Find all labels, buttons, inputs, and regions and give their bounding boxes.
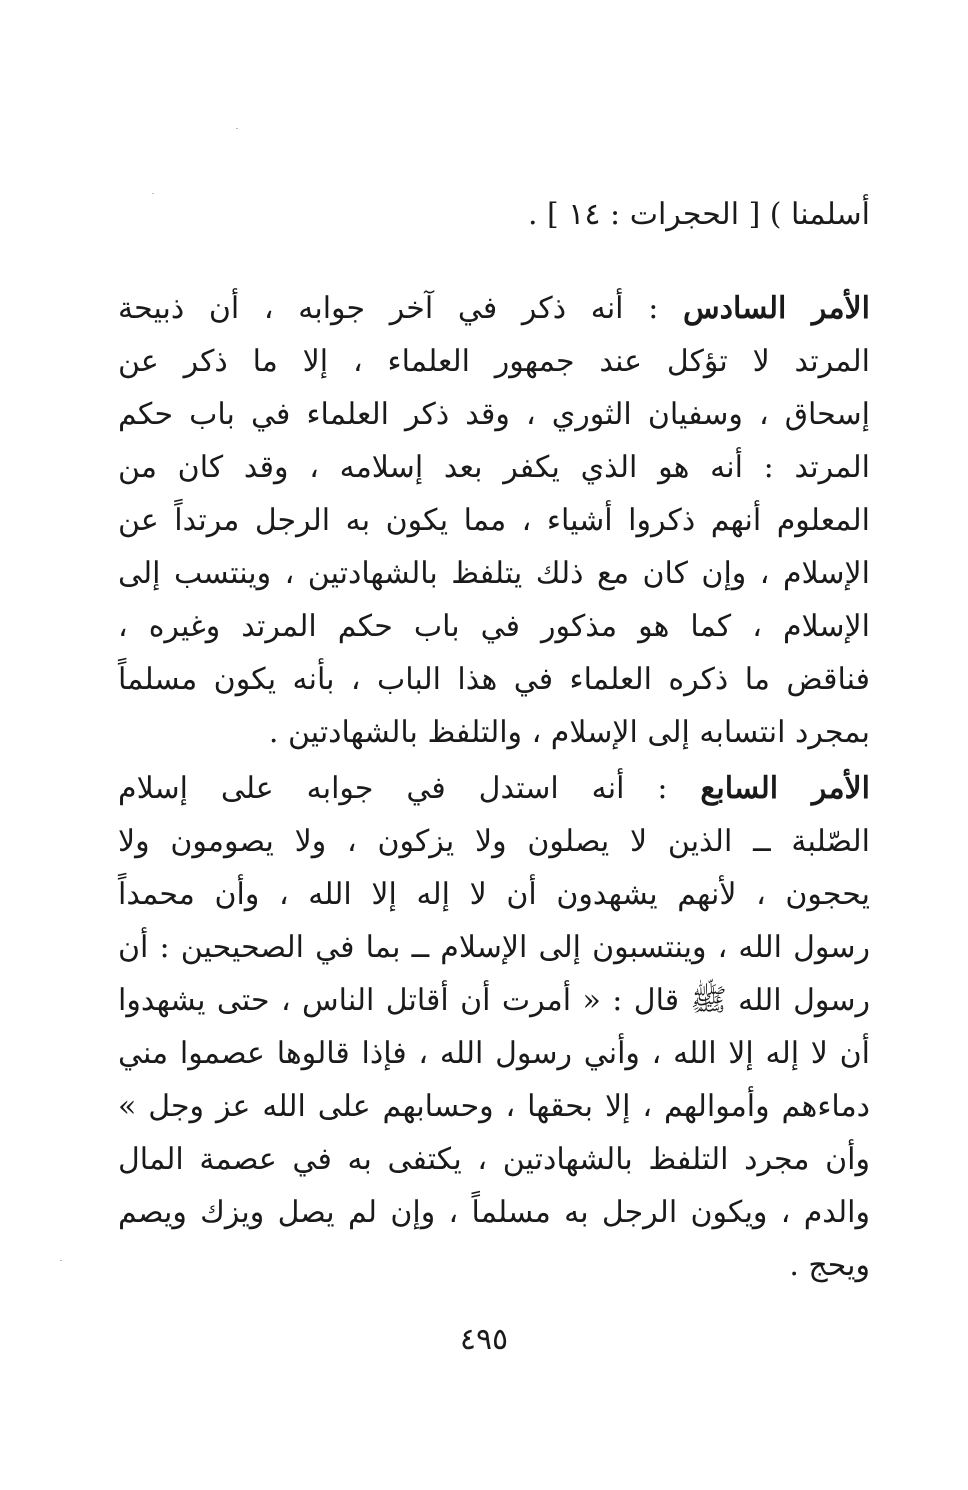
paragraph-line: إسحاق ، وسفيان الثوري ، وقد ذكر العلماء في باب حكم [118, 397, 870, 432]
paragraph-line: دماءهم وأموالهم ، إلا بحقها ، وحسابهم على الله عز وجل » [118, 1089, 870, 1124]
paragraph-line: وأن مجرد التلفظ بالشهادتين ، يكتفى به في عصمة المال [118, 1142, 870, 1177]
paragraph-line [118, 762, 870, 815]
paragraph-line: والدم ، ويكون الرجل به مسلماً ، وإن لم يصل ويزك ويصم [118, 1195, 870, 1230]
scan-speck [236, 128, 238, 129]
page-number: ٤٩٥ [459, 1322, 509, 1357]
paragraph-line: رسول الله ﷺ قال : « أمرت أن أقاتل الناس ، حتى يشهدوا [118, 983, 870, 1018]
line-text: : أنه ذكر في آخر جوابه ، أن ذبيحة [118, 291, 659, 326]
paragraph-line: ويحج . [789, 1248, 870, 1283]
paragraph-line: أن لا إله إلا الله ، وأني رسول الله ، فإذا قالوها عصموا مني [118, 1036, 870, 1071]
paragraph-line: الإسلام ، وإن كان مع ذلك يتلفظ بالشهادتين ، وينتسب إلى [118, 556, 871, 591]
scan-speck [60, 1260, 62, 1261]
paragraph-heading: الأمر السابع [700, 771, 870, 806]
paragraph-line [118, 282, 870, 335]
paragraph-line: المرتد لا تؤكل عند جمهور العلماء ، إلا ما ذكر عن [118, 344, 870, 379]
paragraph-line: الإسلام ، كما هو مذكور في باب حكم المرتد وغيره ، [118, 609, 870, 644]
line-text: : أنه استدل في جوابه على إسلام [118, 771, 668, 806]
paragraph-heading: الأمر السادس [682, 291, 870, 326]
paragraph-line: يحجون ، لأنهم يشهدون أن لا إله إلا الله ، وأن محمداً [118, 877, 870, 912]
paragraph-line: الصّلبة ــ الذين لا يصلون ولا يزكون ، ولا يصومون ولا [118, 824, 870, 859]
quran-citation-line: أسلمنا ) [ الحجرات : ١٤ ] . [527, 197, 870, 232]
paragraph-line: المرتد : أنه هو الذي يكفر بعد إسلامه ، وقد كان من [118, 450, 870, 485]
paragraph-sixth-matter [118, 282, 870, 759]
paragraph-line: رسول الله ، وينتسبون إلى الإسلام ــ بما في الصحيحين : أن [118, 930, 870, 965]
paragraph-line: فناقض ما ذكره العلماء في هذا الباب ، بأنه يكون مسلماً [118, 662, 870, 697]
paragraph-line: المعلوم أنهم ذكروا أشياء ، مما يكون به الرجل مرتداً عن [118, 503, 870, 538]
paragraph-seventh-matter [118, 762, 870, 1292]
paragraph-line: بمجرد انتسابه إلى الإسلام ، والتلفظ بالشهادتين . [268, 715, 870, 750]
